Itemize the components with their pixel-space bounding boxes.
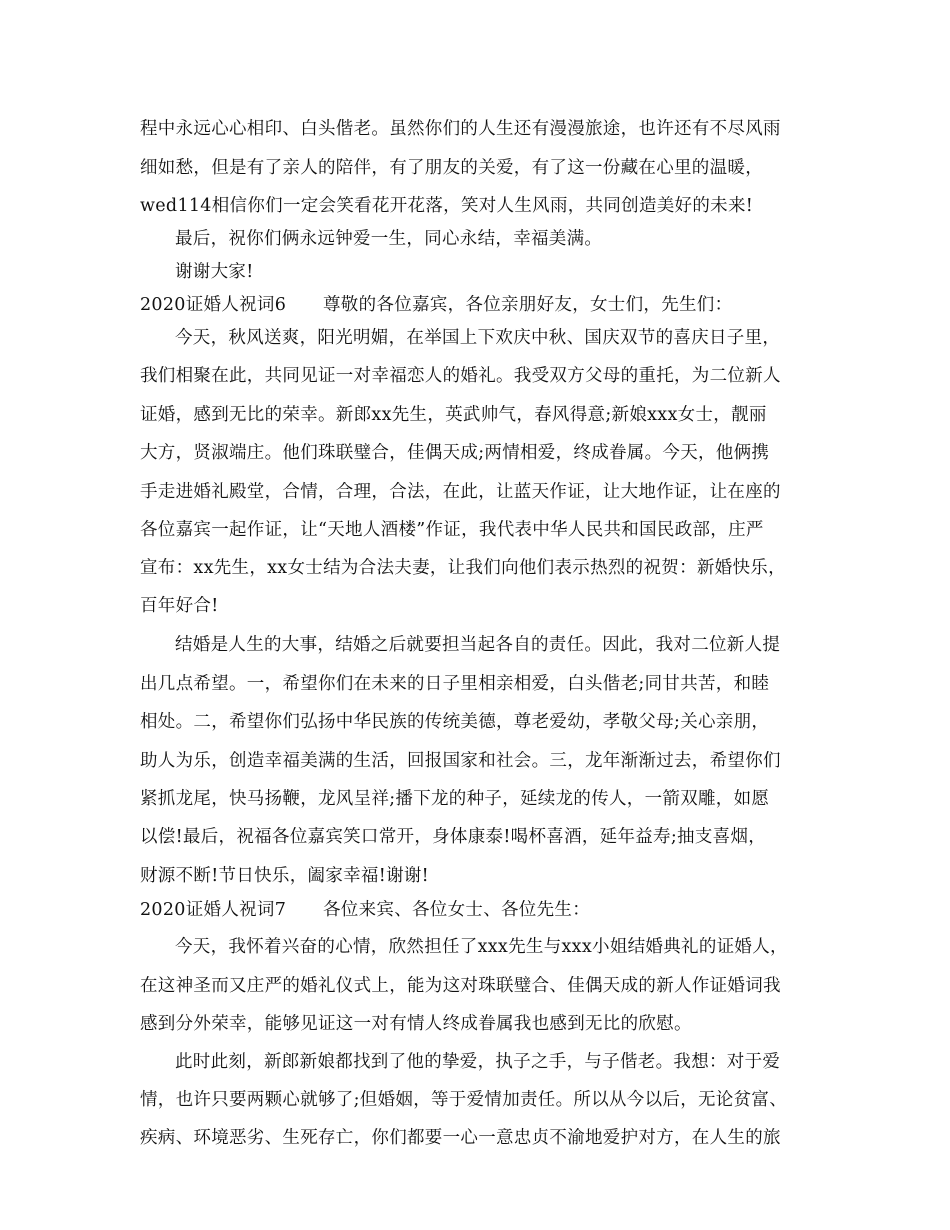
paragraph-line: 情，也许只要两颗心就够了;但婚姻，等于爱情加责任。所以从今以后，无论贫富、 (140, 1090, 787, 1110)
section-title: 2020证婚人祝词6 (140, 295, 287, 315)
paragraph-line: 谢谢大家! (175, 262, 254, 282)
paragraph-line: 百年好合! (140, 596, 219, 616)
paragraph-line: 相处。二，希望你们弘扬中华民族的传统美德，尊老爱幼，孝敬父母;关心亲朋， (140, 712, 770, 732)
paragraph-line: 宣布：xx先生，xx女士结为合法夫妻，让我们向他们表示热烈的祝贺：新婚快乐， (140, 558, 786, 578)
paragraph-line: 助人为乐，创造幸福美满的生活，回报国家和社会。三，龙年渐渐过去，希望你们 (140, 751, 781, 771)
section-heading-7 (140, 895, 590, 925)
paragraph-line: 在这神圣而又庄严的婚礼仪式上，能为这对珠联璧合、佳偶天成的新人作证婚词我 (140, 976, 781, 996)
paragraph-line: 大方，贤淑端庄。他们珠联璧合，佳偶天成;两情相爱，终成眷属。今天，他俩携 (140, 443, 770, 463)
section-heading-6 (140, 290, 733, 320)
paragraph-line: 我们相聚在此，共同见证一对幸福恋人的婚礼。我受双方父母的重托，为二位新人 (140, 366, 781, 386)
paragraph-line: 今天，秋风送爽，阳光明媚，在举国上下欢庆中秋、国庆双节的喜庆日子里， (175, 328, 781, 348)
paragraph-line: 以偿!最后，祝福各位嘉宾笑口常开，身体康泰!喝杯喜酒，延年益寿;抽支喜烟， (140, 827, 767, 847)
paragraph-line: 细如愁，但是有了亲人的陪伴，有了朋友的关爱，有了这一份藏在心里的温暖， (140, 158, 763, 178)
paragraph-line: wed114相信你们一定会笑看花开花落，笑对人生风雨，共同创造美好的未来! (140, 196, 754, 216)
paragraph-line: 财源不断!节日快乐，阖家幸福!谢谢! (140, 866, 429, 886)
paragraph-line: 疾病、环境恶劣、生死存亡，你们都要一心一意忠贞不渝地爱护对方，在人生的旅 (140, 1128, 781, 1148)
section-greeting: 尊敬的各位嘉宾，各位亲朋好友，女士们，先生们： (323, 295, 733, 315)
section-greeting: 各位来宾、各位女士、各位先生： (323, 900, 590, 920)
paragraph-line: 结婚是人生的大事，结婚之后就要担当起各自的责任。因此，我对二位新人提 (175, 635, 781, 655)
paragraph-line: 此时此刻，新郎新娘都找到了他的挚爱，执子之手，与子偕老。我想：对于爱 (175, 1052, 781, 1072)
paragraph-line: 各位嘉宾一起作证，让“天地人酒楼”作证，我代表中华人民共和国民政部，庄严 (140, 520, 764, 540)
paragraph-line: 程中永远心心相印、白头偕老。虽然你们的人生还有漫漫旅途，也许还有不尽风雨 (140, 119, 781, 139)
paragraph-line: 手走进婚礼殿堂，合情，合理，合法，在此，让蓝天作证，让大地作证，让在座的 (140, 482, 781, 502)
paragraph-line: 最后，祝你们俩永远钟爱一生，同心永结，幸福美满。 (175, 229, 603, 249)
paragraph-line: 出几点希望。一，希望你们在未来的日子里相亲相爱，白头偕老;同甘共苦，和睦 (140, 674, 770, 694)
paragraph-line: 紧抓龙尾，快马扬鞭，龙风呈祥;播下龙的种子，延续龙的传人，一箭双雕，如愿 (140, 789, 770, 809)
paragraph-line: 今天，我怀着兴奋的心情，欣然担任了xxx先生与xxx小姐结婚典礼的证婚人， (175, 937, 788, 957)
paragraph-line: 证婚，感到无比的荣幸。新郎xx先生，英武帅气，春风得意;新娘xxx女士，靓丽 (140, 405, 767, 425)
paragraph-line: 感到分外荣幸，能够见证这一对有情人终成眷属我也感到无比的欣慰。 (140, 1014, 692, 1034)
section-title: 2020证婚人祝词7 (140, 900, 287, 920)
